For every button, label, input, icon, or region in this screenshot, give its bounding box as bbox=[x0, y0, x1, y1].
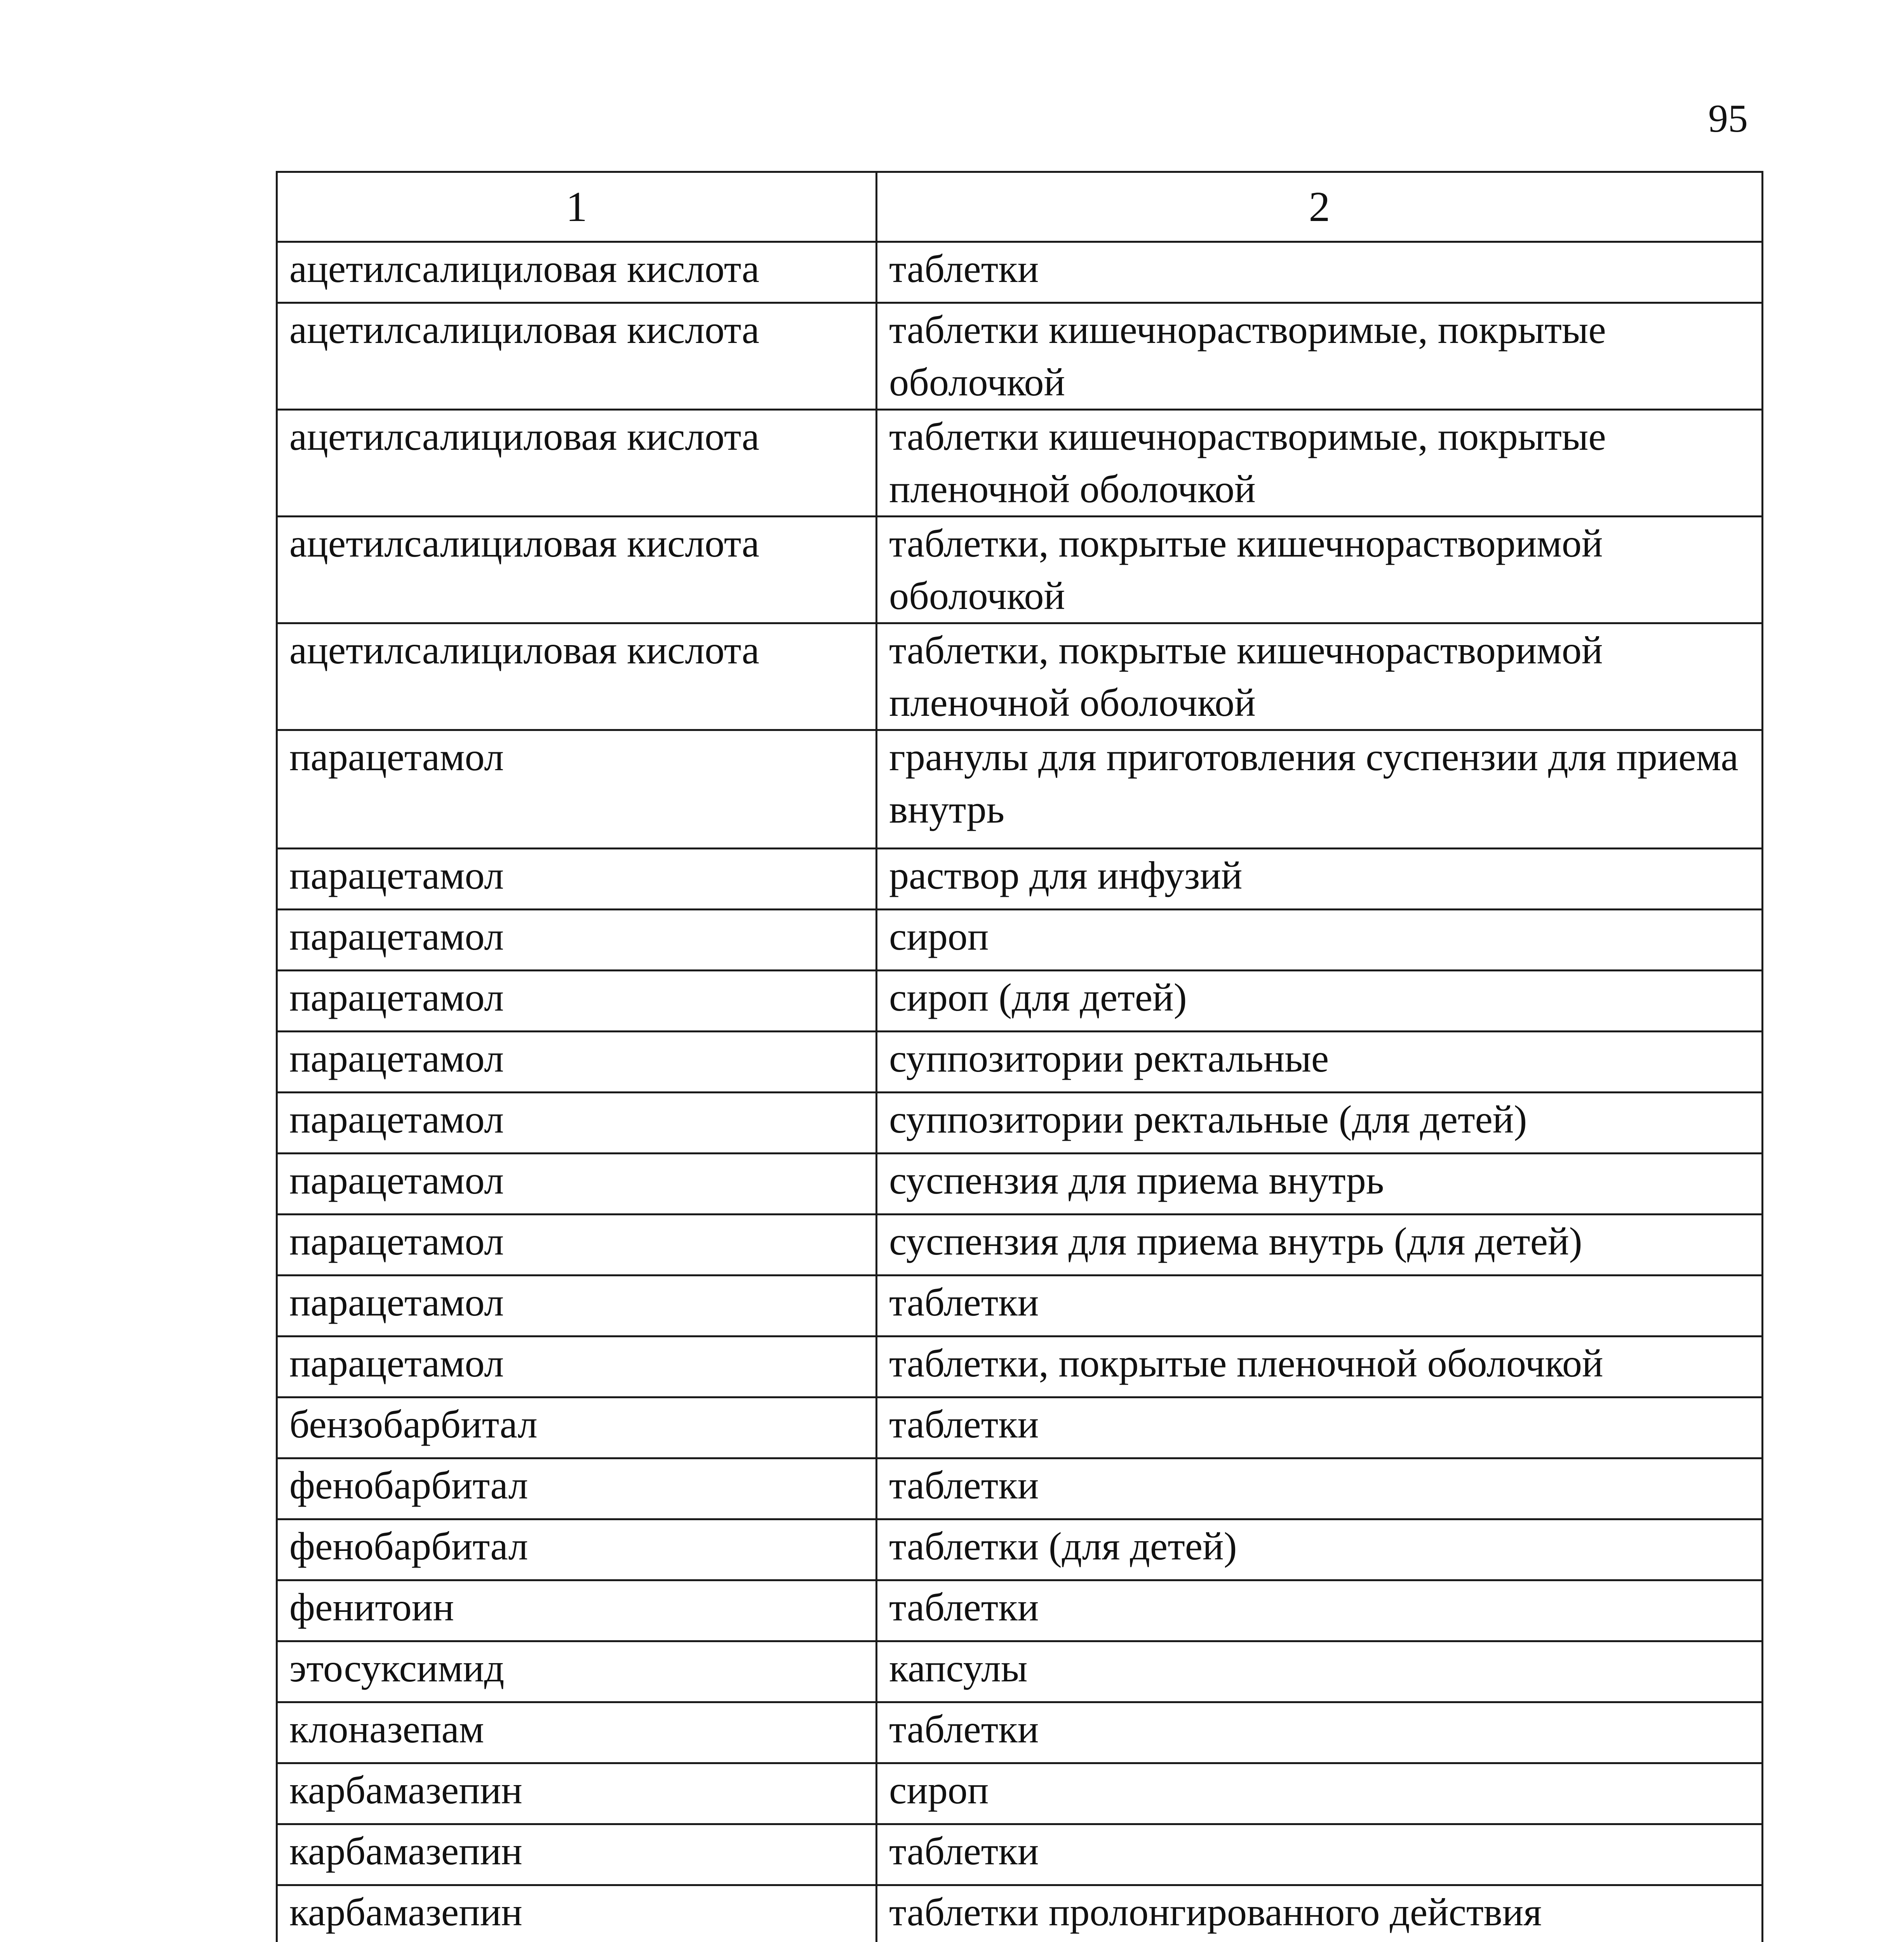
drug-name-cell: бензобарбитал bbox=[277, 1397, 877, 1458]
dosage-form-cell: таблетки, покрытые кишечнорастворимой оболочкой bbox=[877, 517, 1763, 623]
drug-name-cell: карбамазепин bbox=[277, 1885, 877, 1942]
drug-name-cell: парацетамол bbox=[277, 971, 877, 1032]
dosage-form-cell: сироп (для детей) bbox=[877, 971, 1763, 1032]
table-row bbox=[277, 1336, 1763, 1397]
drug-name-cell: парацетамол bbox=[277, 1336, 877, 1397]
dosage-form-cell: капсулы bbox=[877, 1641, 1763, 1702]
column-header-2: 2 bbox=[877, 172, 1763, 242]
drug-name-cell: клоназепам bbox=[277, 1702, 877, 1763]
table-row bbox=[277, 1093, 1763, 1154]
table-row bbox=[277, 910, 1763, 971]
table-row bbox=[277, 1519, 1763, 1580]
table-row bbox=[277, 1885, 1763, 1942]
drug-name-cell: парацетамол bbox=[277, 1154, 877, 1215]
dosage-form-cell: таблетки bbox=[877, 1702, 1763, 1763]
dosage-form-cell: сироп bbox=[877, 910, 1763, 971]
drug-name-cell: ацетилсалициловая кислота bbox=[277, 242, 877, 303]
table-row bbox=[277, 1276, 1763, 1336]
dosage-form-cell: таблетки кишечнорастворимые, покрытые оболочкой bbox=[877, 303, 1763, 410]
table-row bbox=[277, 1397, 1763, 1458]
dosage-form-cell: раствор для инфузий bbox=[877, 849, 1763, 910]
dosage-form-cell: сироп bbox=[877, 1763, 1763, 1824]
dosage-form-cell: таблетки, покрытые пленочной оболочкой bbox=[877, 1336, 1763, 1397]
drug-name-cell: ацетилсалициловая кислота bbox=[277, 410, 877, 517]
table-row bbox=[277, 1824, 1763, 1885]
drug-name-cell: парацетамол bbox=[277, 849, 877, 910]
table-row bbox=[277, 849, 1763, 910]
dosage-form-cell: таблетки bbox=[877, 1824, 1763, 1885]
drug-name-cell: фенобарбитал bbox=[277, 1519, 877, 1580]
table-row bbox=[277, 1215, 1763, 1276]
drug-name-cell: ацетилсалициловая кислота bbox=[277, 517, 877, 623]
drug-name-cell: парацетамол bbox=[277, 730, 877, 849]
drug-name-cell: парацетамол bbox=[277, 1276, 877, 1336]
drug-name-cell: ацетилсалициловая кислота bbox=[277, 303, 877, 410]
table-row bbox=[277, 623, 1763, 730]
table-row bbox=[277, 1641, 1763, 1702]
table-row bbox=[277, 1580, 1763, 1641]
dosage-form-cell: гранулы для приготовления суспензии для приема внутрь bbox=[877, 730, 1763, 849]
dosage-form-cell: таблетки bbox=[877, 1276, 1763, 1336]
drug-name-cell: карбамазепин bbox=[277, 1824, 877, 1885]
drug-name-cell: фенитоин bbox=[277, 1580, 877, 1641]
dosage-form-cell: таблетки bbox=[877, 1397, 1763, 1458]
drug-name-cell: парацетамол bbox=[277, 1093, 877, 1154]
table-row bbox=[277, 242, 1763, 303]
page-number: 95 bbox=[1708, 97, 1748, 141]
table-row bbox=[277, 971, 1763, 1032]
drug-name-cell: парацетамол bbox=[277, 1215, 877, 1276]
table-row bbox=[277, 1154, 1763, 1215]
table-row bbox=[277, 517, 1763, 623]
drug-name-cell: этосуксимид bbox=[277, 1641, 877, 1702]
column-header-1: 1 bbox=[277, 172, 877, 242]
table-row bbox=[277, 410, 1763, 517]
drug-name-cell: парацетамол bbox=[277, 1032, 877, 1093]
dosage-form-cell: таблетки bbox=[877, 242, 1763, 303]
drug-name-cell: парацетамол bbox=[277, 910, 877, 971]
dosage-form-cell: таблетки, покрытые кишечнорастворимой пленочной оболочкой bbox=[877, 623, 1763, 730]
dosage-form-cell: таблетки bbox=[877, 1580, 1763, 1641]
table-row bbox=[277, 303, 1763, 410]
dosage-form-cell: суспензия для приема внутрь bbox=[877, 1154, 1763, 1215]
table-row bbox=[277, 1032, 1763, 1093]
dosage-form-cell: суппозитории ректальные bbox=[877, 1032, 1763, 1093]
dosage-form-cell: таблетки пролонгированного действия bbox=[877, 1885, 1763, 1942]
drug-forms-table bbox=[276, 171, 1763, 1942]
table-row bbox=[277, 1763, 1763, 1824]
table-row bbox=[277, 730, 1763, 849]
drug-name-cell: карбамазепин bbox=[277, 1763, 877, 1824]
drug-name-cell: ацетилсалициловая кислота bbox=[277, 623, 877, 730]
dosage-form-cell: таблетки кишечнорастворимые, покрытые пленочной оболочкой bbox=[877, 410, 1763, 517]
dosage-form-cell: таблетки (для детей) bbox=[877, 1519, 1763, 1580]
table-row bbox=[277, 1458, 1763, 1519]
drug-name-cell: фенобарбитал bbox=[277, 1458, 877, 1519]
dosage-form-cell: суппозитории ректальные (для детей) bbox=[877, 1093, 1763, 1154]
dosage-form-cell: суспензия для приема внутрь (для детей) bbox=[877, 1215, 1763, 1276]
table-row bbox=[277, 1702, 1763, 1763]
table-header-row bbox=[277, 172, 1763, 242]
dosage-form-cell: таблетки bbox=[877, 1458, 1763, 1519]
